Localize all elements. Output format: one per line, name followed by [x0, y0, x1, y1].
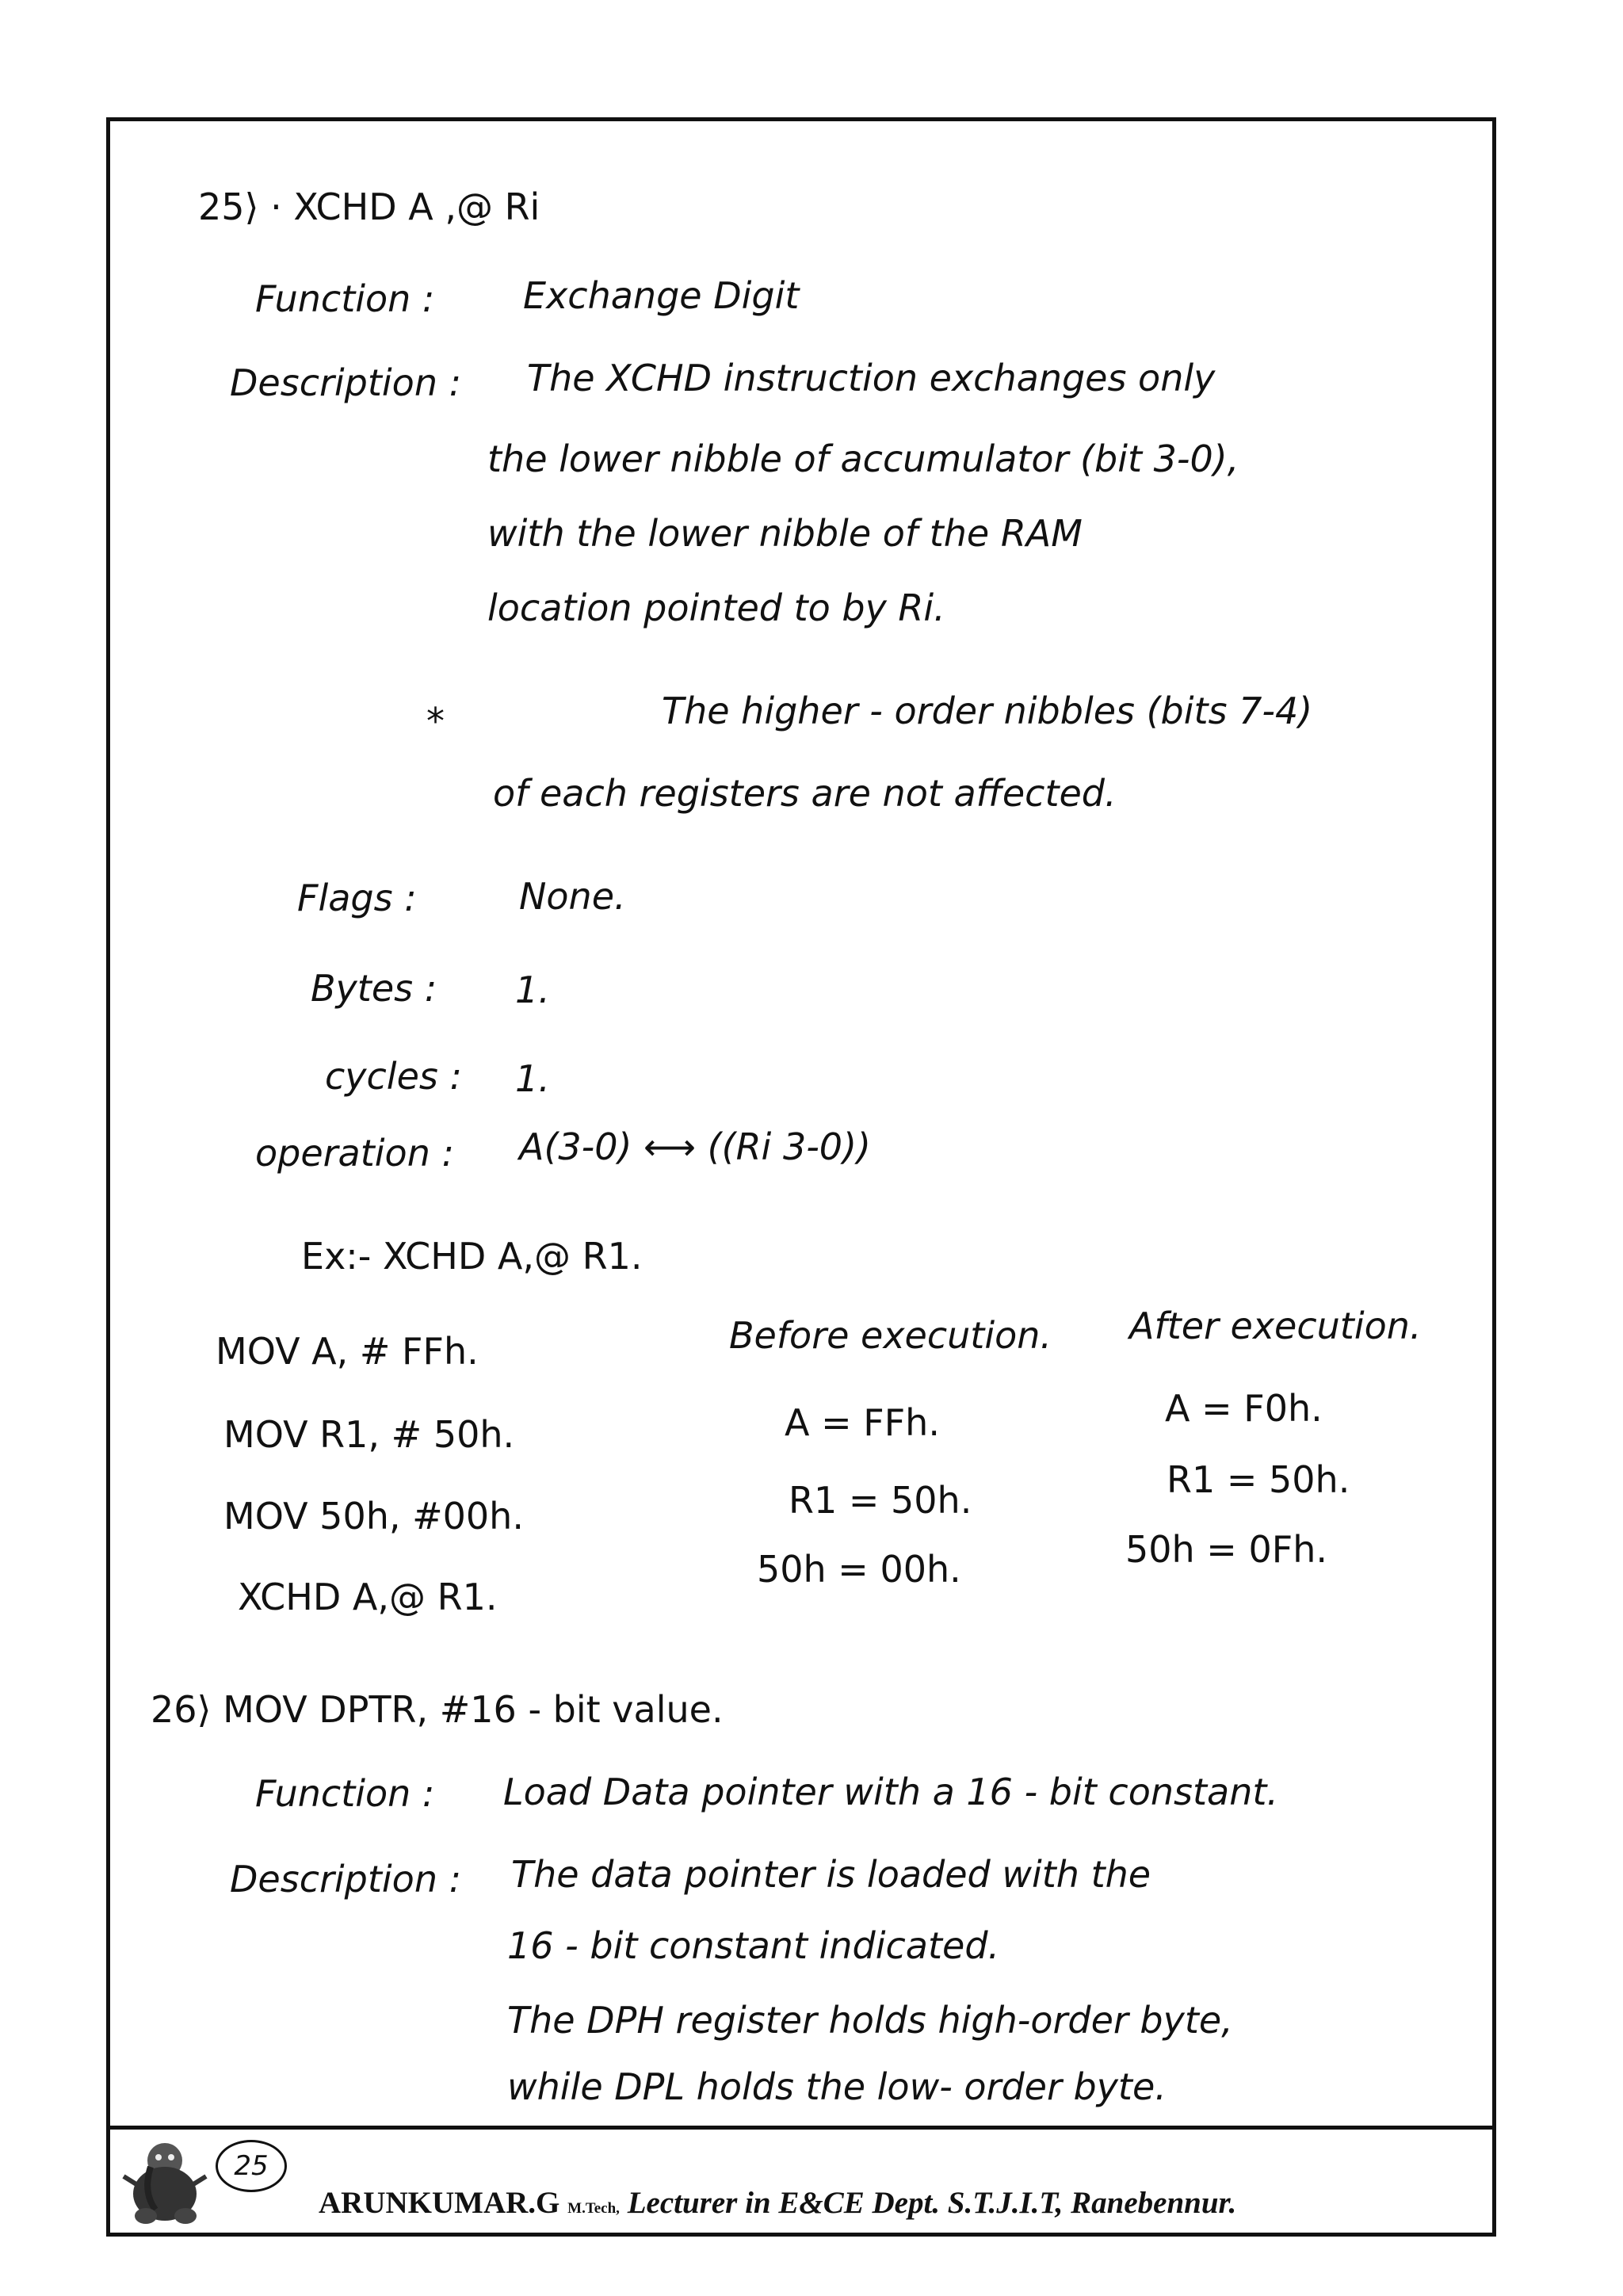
after-value-2: R1 = 50h. — [1167, 1458, 1350, 1501]
description-line-25-1: The XCHD instruction exchanges only — [527, 357, 1216, 399]
bytes-label: Bytes : — [311, 967, 437, 1010]
page-border — [106, 117, 1496, 2237]
flags-value: None. — [519, 875, 626, 918]
before-value-3: 50h = 00h. — [757, 1548, 961, 1591]
footer-credit — [319, 2185, 1236, 2221]
example-code-1: MOV A, # FFh. — [216, 1330, 479, 1373]
after-value-1: A = F0h. — [1165, 1387, 1323, 1430]
star-note-icon: * — [426, 700, 445, 743]
function-label-26: Function : — [255, 1772, 435, 1815]
description-line-26-2: 16 - bit constant indicated. — [507, 1924, 1000, 1967]
function-text-26: Load Data pointer with a 16 - bit constant. — [503, 1771, 1279, 1813]
cycles-value: 1. — [515, 1057, 550, 1100]
instruction-26-heading: 26⟩ MOV DPTR, #16 - bit value. — [151, 1688, 724, 1731]
description-line-25-2: the lower nibble of accumulator (bit 3-0), — [487, 437, 1239, 480]
bytes-value: 1. — [515, 968, 550, 1011]
description-line-26-1: The data pointer is loaded with the — [511, 1853, 1151, 1896]
footer-divider — [106, 2126, 1496, 2130]
after-execution-heading: After execution. — [1129, 1305, 1422, 1347]
description-line-25-4: location pointed to by Ri. — [487, 586, 945, 629]
example-code-3: MOV 50h, #00h. — [223, 1495, 524, 1538]
function-label-25: Function : — [255, 277, 435, 320]
example-code-2: MOV R1, # 50h. — [223, 1413, 515, 1456]
note-line-25-1: The higher - order nibbles (bits 7-4) — [662, 690, 1313, 732]
author-name: ARUNKUMAR.G — [319, 2186, 560, 2220]
author-degree: M.Tech, — [567, 2200, 620, 2217]
note-line-25-2: of each registers are not affected. — [493, 772, 1117, 815]
function-text-25: Exchange Digit — [523, 274, 800, 317]
operation-value: A(3-0) ⟷ ((Ri 3-0)) — [519, 1125, 871, 1168]
description-line-26-4: while DPL holds the low- order byte. — [507, 2065, 1167, 2108]
ganesha-logo-icon — [119, 2137, 211, 2230]
example-code-4: XCHD A,@ R1. — [238, 1576, 498, 1618]
instruction-25-heading: 25⟩ · XCHD A ,@ Ri — [198, 185, 540, 228]
page-number-badge: 25 — [216, 2140, 287, 2192]
operation-label: operation : — [255, 1132, 454, 1175]
description-label-26: Description : — [230, 1858, 462, 1901]
description-line-26-3: The DPH register holds high-order byte, — [507, 1999, 1233, 2042]
description-label-25: Description : — [230, 361, 462, 404]
cycles-label: cycles : — [325, 1055, 462, 1098]
description-line-25-3: with the lower nibble of the RAM — [487, 512, 1083, 555]
before-value-1: A = FFh. — [785, 1401, 940, 1444]
example-heading: Ex:- XCHD A,@ R1. — [301, 1235, 643, 1278]
flags-label: Flags : — [297, 877, 417, 919]
after-value-3: 50h = 0Fh. — [1125, 1528, 1327, 1571]
before-value-2: R1 = 50h. — [789, 1479, 972, 1522]
before-execution-heading: Before execution. — [729, 1314, 1052, 1357]
author-role: Lecturer in E&CE Dept. S.T.J.I.T, Ranebennur. — [627, 2186, 1237, 2220]
